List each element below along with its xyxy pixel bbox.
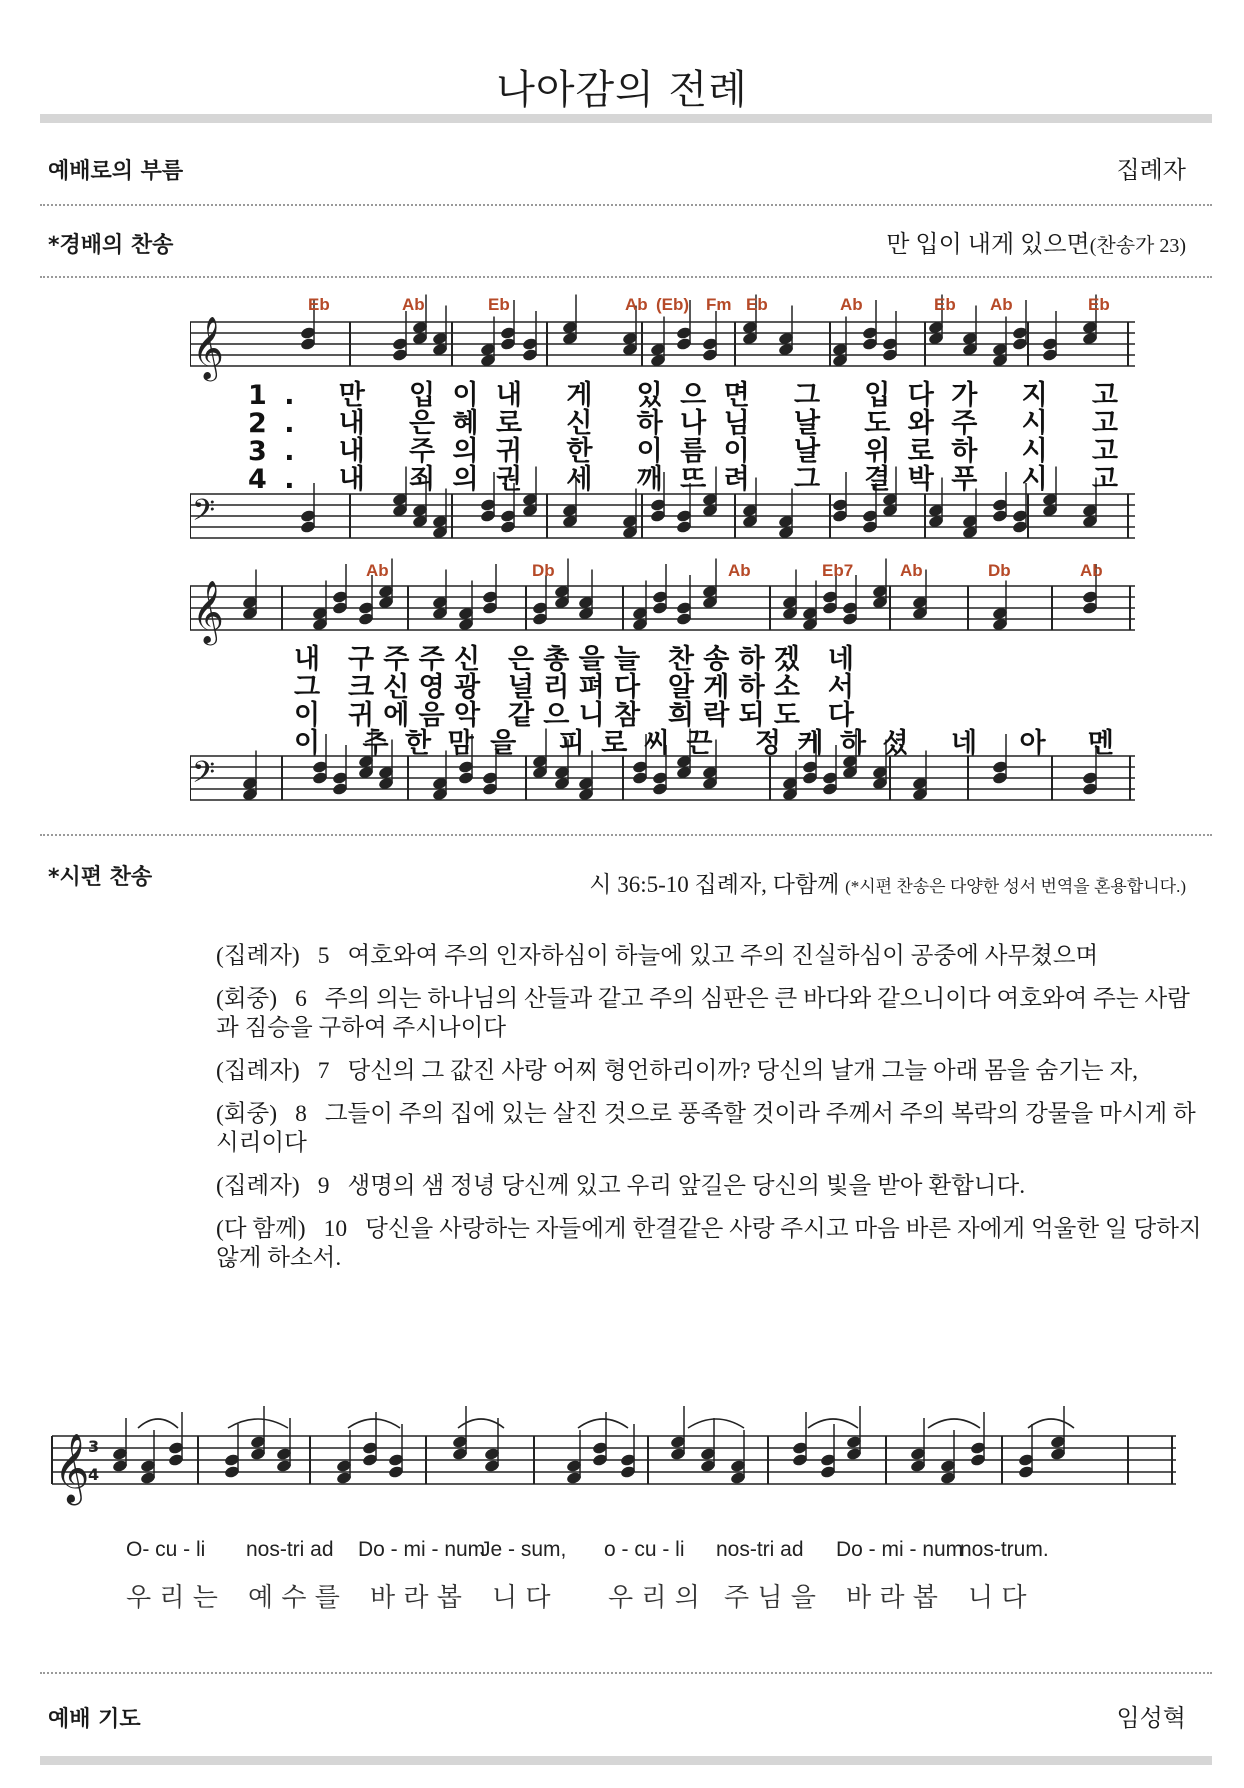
korean-lyric: 우 리 의 <box>608 1583 700 1613</box>
korean-lyric: 니 다 <box>968 1583 1027 1613</box>
slur <box>458 1419 504 1428</box>
chord: Db <box>988 561 1011 580</box>
psalm-verse <box>216 942 1206 971</box>
chord: Eb <box>934 295 956 314</box>
slur <box>348 1419 400 1428</box>
speaker: (회중) <box>216 986 278 1012</box>
speaker: (회중) <box>216 1101 278 1127</box>
hymn-title: 만 입이 내게 있으면 <box>886 232 1090 258</box>
latin-lyric: O- cu - li <box>126 1538 206 1561</box>
chant-korean-lyrics <box>126 1583 1027 1613</box>
section-hymn-title <box>886 224 1186 259</box>
latin-lyric: Do - mi - num <box>358 1538 486 1561</box>
korean-lyric: 니 다 <box>492 1583 551 1613</box>
psalm-reference: 시 36:5-10 집례자, 다함께 <box>589 872 840 897</box>
psalm-note: (*시편 찬송은 다양한 성서 번역을 혼용합니다.) <box>845 877 1186 896</box>
korean-lyric: 바 라 봅 <box>370 1583 462 1613</box>
hymn-number: (찬송가 23) <box>1089 235 1186 257</box>
psalm-verse <box>216 1057 1206 1086</box>
psalm-responsive-reading <box>216 942 1206 1287</box>
chant-latin-lyrics <box>126 1538 1049 1561</box>
chord: Ab <box>728 561 751 580</box>
speaker: (다 함께) <box>216 1216 306 1242</box>
verse-number: 5 <box>317 943 330 969</box>
verse-number: 9 <box>317 1173 330 1199</box>
korean-lyric: 바 라 봅 <box>846 1583 938 1613</box>
hymn-verse-line: 이 귀에음악 같으니참 희락되도 다 <box>294 700 854 731</box>
slur <box>578 1419 628 1428</box>
chord: Ab <box>990 295 1013 314</box>
treble-clef: 𝄞 <box>54 1433 90 1503</box>
chord: Db <box>532 561 555 580</box>
dotted-divider <box>40 834 1212 836</box>
psalm-verse <box>216 1215 1206 1273</box>
korean-lyric: 주 님 을 <box>724 1583 816 1613</box>
chord: (Eb) <box>656 295 690 314</box>
chord: Ab <box>1080 561 1103 580</box>
hymn-verse-line: 내 구주주신 은총을늘 찬송하겠 네 <box>294 644 854 675</box>
korean-lyric: 예 수 를 <box>248 1583 340 1613</box>
treble-clef: 𝄞 <box>192 316 224 379</box>
chord: Ab <box>402 295 425 314</box>
chant-staff <box>52 1433 1176 1505</box>
section-psalm-ref <box>589 866 1186 899</box>
time-signature: 3 <box>88 1437 100 1456</box>
chant-score <box>48 1404 1198 1674</box>
latin-lyric: Je - sum, <box>480 1538 567 1561</box>
hymn-verse-line: 3. 내 주의귀 한 이름이 날 위로하 시 고 <box>248 436 1118 467</box>
chord: Eb <box>308 295 330 314</box>
page-title: 나아감의 전례 <box>496 67 748 113</box>
slur <box>138 1419 178 1428</box>
chant-notes <box>112 1406 1074 1485</box>
chord: Fm <box>706 295 732 314</box>
title-divider <box>40 114 1212 123</box>
hymn-verse-line: 4. 내 죄의권 세 깨뜨려 그 결박푸 시 고 <box>248 464 1118 495</box>
bass-clef: 𝄢 <box>192 756 216 797</box>
section-label-prayer: 예배 기도 <box>48 1707 141 1732</box>
treble-clef: 𝄞 <box>192 580 224 643</box>
psalm-verse <box>216 1172 1206 1201</box>
verse-text: 여호와여 주의 인자하심이 하늘에 있고 주의 진실하심이 공중에 사무쳤으며 <box>347 943 1099 969</box>
dotted-divider <box>40 276 1212 278</box>
section-label-call-to-worship: 예배로의 부름 <box>48 159 184 184</box>
latin-lyric: o - cu - li <box>604 1538 685 1561</box>
hymn-verses-row2 <box>294 643 1114 759</box>
section-leader-call: 집례자 <box>1116 158 1186 184</box>
speaker: (집례자) <box>216 943 300 969</box>
hymn-chords-row2 <box>366 561 1103 580</box>
footer-divider <box>40 1756 1212 1765</box>
dotted-divider <box>40 1672 1212 1674</box>
time-signature: 4 <box>88 1465 100 1484</box>
verse-number: 8 <box>295 1101 307 1127</box>
chord: Ab <box>366 561 389 580</box>
korean-lyric: 우 리 는 <box>126 1583 218 1613</box>
chord: Eb7 <box>822 561 854 580</box>
psalm-verse <box>216 1100 1206 1158</box>
verse-number: 10 <box>323 1216 348 1242</box>
verse-text: 당신을 사랑하는 자들에게 한결같은 사랑 주시고 마음 바른 자에게 억울한 일 당하지 않게 하소서. <box>216 1216 1202 1271</box>
dotted-divider <box>40 204 1212 206</box>
verse-text: 생명의 샘 정녕 당신께 있고 우리 앞길은 당신의 빛을 받아 환합니다. <box>347 1173 1026 1199</box>
speaker: (집례자) <box>216 1173 300 1199</box>
slur <box>928 1419 980 1428</box>
verse-text: 당신의 그 값진 사랑 어찌 형언하리이까? 당신의 날개 그늘 아래 몸을 숨기는 자, <box>347 1058 1139 1084</box>
speaker: (집례자) <box>216 1058 300 1084</box>
chord: Eb <box>746 295 768 314</box>
verse-text: 주의 의는 하나님의 산들과 같고 주의 심판은 큰 바다와 같으니이다 여호와여 주는 사람과 짐승을 구하여 주시나이다 <box>216 986 1190 1041</box>
chord: Ab <box>840 295 863 314</box>
latin-lyric: nos-tri ad <box>716 1538 804 1561</box>
hymn-verse-line: 그 크신영광 널리펴다 알게하소 서 <box>294 672 854 703</box>
chord: Ab <box>625 295 648 314</box>
chord: Eb <box>1088 295 1110 314</box>
verse-number: 6 <box>295 986 307 1012</box>
slur <box>808 1419 858 1428</box>
bass-clef: 𝄢 <box>192 494 216 535</box>
latin-lyric: nos-trum. <box>960 1538 1049 1561</box>
section-label-praise-hymn: *경배의 찬송 <box>48 233 174 258</box>
hymn-verse-line: 1. 만 입이내 게 있으면 그 입다가 지 고 <box>248 380 1118 411</box>
slur <box>1028 1419 1074 1428</box>
hymn-verse-line: 이 추한맘을 피로씨끈 정케하셨 네 아 멘 <box>294 728 1114 759</box>
verse-text: 그들이 주의 집에 있는 살진 것으로 풍족할 것이라 주께서 주의 복락의 강물을 마시게 하시리이다 <box>216 1101 1196 1156</box>
section-label-psalm: *시편 찬송 <box>48 865 153 890</box>
slur <box>688 1419 744 1428</box>
psalm-verse <box>216 985 1206 1043</box>
section-leader-prayer: 임성혁 <box>1116 1706 1186 1732</box>
hymn-score <box>190 292 1190 822</box>
verse-number: 7 <box>317 1058 330 1084</box>
latin-lyric: nos-tri ad <box>246 1538 334 1561</box>
hymn-verses-row1 <box>248 379 1118 495</box>
slur <box>228 1419 288 1428</box>
hymn-chords-row1 <box>308 295 1110 314</box>
chord: Eb <box>488 295 510 314</box>
chord: Ab <box>900 561 923 580</box>
hymn-verse-line: 2. 내 은혜로 신 하나님 날 도와주 시 고 <box>248 408 1118 439</box>
latin-lyric: Do - mi - num <box>836 1538 964 1561</box>
